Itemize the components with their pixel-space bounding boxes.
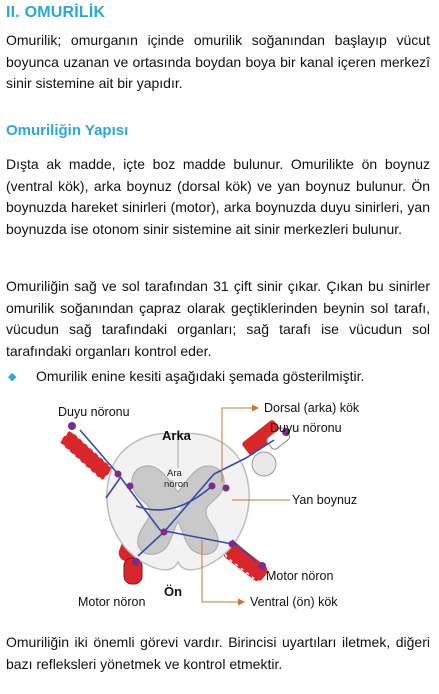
label-motor-neuron-right: Motor nöron xyxy=(266,569,334,583)
structure-heading: Omuriliğin Yapısı xyxy=(6,122,129,139)
label-lateral-horn: Yan boynuz xyxy=(292,493,358,507)
label-dorsal-root: Dorsal (arka) kök xyxy=(264,401,360,415)
diamond-bullet-icon: ◆ xyxy=(8,371,17,383)
label-interneuron-line1: Ara xyxy=(167,468,182,479)
nerves-paragraph: Omuriliğin sağ ve sol tarafından 31 çift sinir çıkar. Çıkan bu sinirler omurilik soğanından çapraz olarak geçtiklerinden beynin sol tarafı, vücudun sağ tarafındaki organları; sağ tarafı ise vücudun sol tarafındaki organları kontrol eder. xyxy=(6,278,430,359)
structure-paragraph: Dışta ak madde, içte boz madde bulunur. Omurilikte ön boynuz (ventral kök), arka boynuz (dorsal kök) ve yan boynuz bulunur. Ön boynuzda hareket sinirleri (motor), arka boynuzda duyu sinirleri, yan boynuzda ise otonom sinir sistemine ait sinir merkezleri bulunur. xyxy=(6,156,430,237)
intro-paragraph: Omurilik; omurganın içinde omurilik soğanından başlayıp vücut boyunca uzanan ve ortasında boydan boya bir kanal içeren merkezî sinir sistemine ait bir yapıdır. xyxy=(6,32,430,91)
spinal-cord-cross-section-diagram xyxy=(0,390,439,622)
functions-paragraph: Omuriliğin iki önemli görevi vardır. Birincisi uyartıları iletmek, diğeri bazı refleksleri yönetmek ve kontrol etmektir. xyxy=(6,634,430,672)
label-dorsal: Arka xyxy=(162,428,191,443)
label-ventral-root: Ventral (ön) kök xyxy=(250,595,338,609)
label-interneuron-line2: nöron xyxy=(164,479,189,490)
section-title: II. OMURİLİK xyxy=(6,4,106,21)
label-sensory-neuron-right: Duyu nöronu xyxy=(270,421,342,435)
bullet-text: Omurilik enine kesiti aşağıdaki şemada gösterilmiştir. xyxy=(36,368,365,384)
label-motor-neuron-left: Motor nöron xyxy=(78,595,146,609)
bullet-item xyxy=(6,366,430,387)
label-ventral: Ön xyxy=(164,584,183,599)
label-sensory-neuron-left: Duyu nöronu xyxy=(58,405,130,419)
